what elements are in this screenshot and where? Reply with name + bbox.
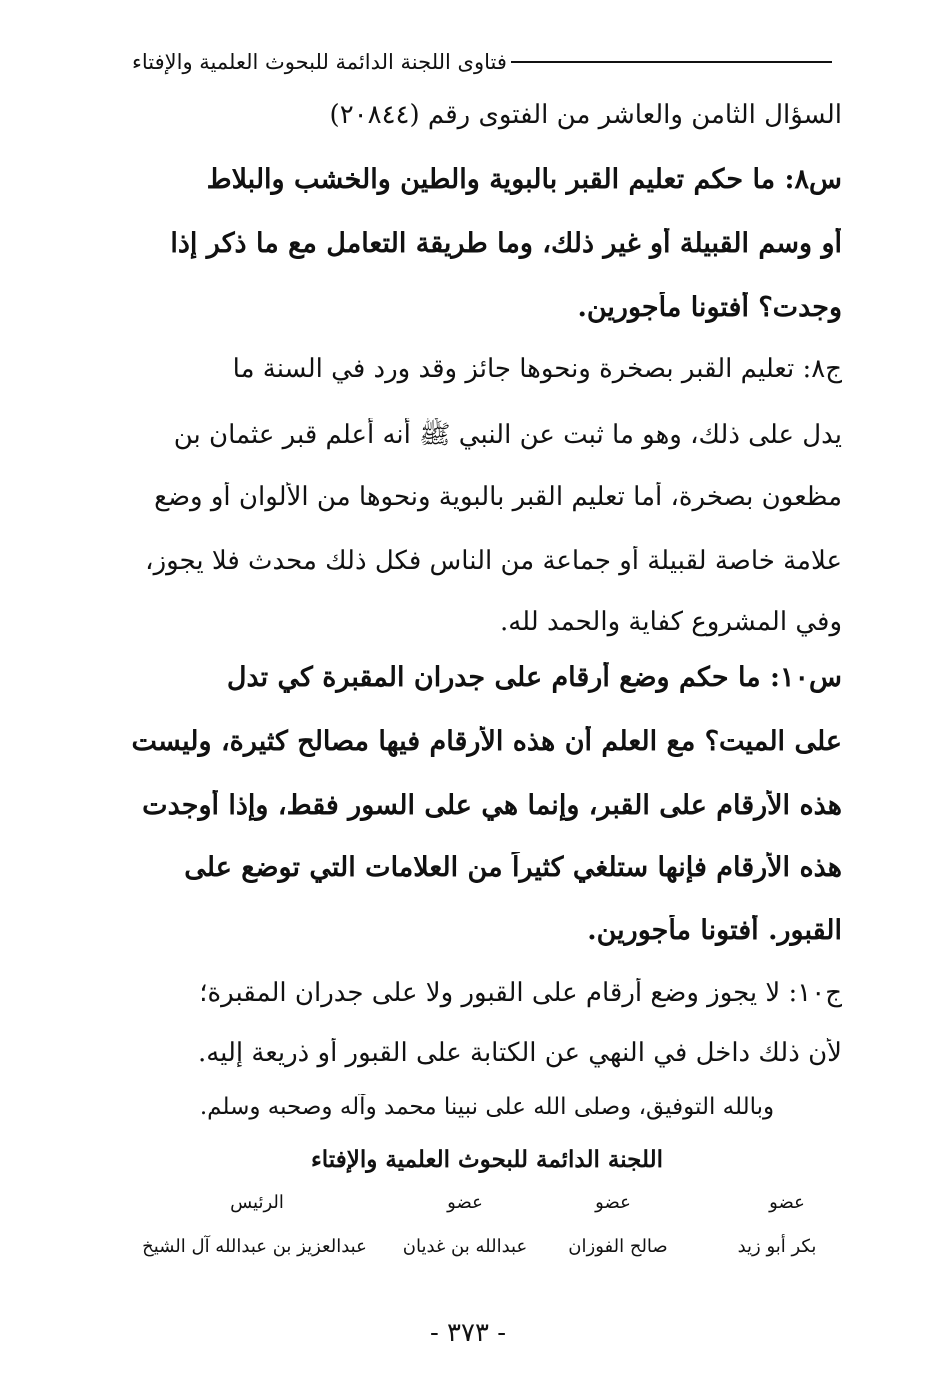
answer-10-line-2: لأن ذلك داخل في النهي عن الكتابة على القبور أو ذريعة إليه. <box>197 1038 842 1068</box>
question-8-line-3: وجدت؟ أفتونا مأجورين. <box>577 292 842 323</box>
answer-8-line-3: مظعون بصخرة، أما تعليم القبر بالبوية ونحوها من الألوان أو وضع <box>154 482 842 512</box>
answer-8-line-5: وفي المشروع كفاية والحمد لله. <box>499 607 842 637</box>
question-8-line-1: س٨: ما حكم تعليم القبر بالبوية والطين والخشب والبلاط <box>206 164 842 195</box>
header-rule <box>511 61 832 63</box>
signatory-name-3: عبدالله بن غديان <box>402 1236 528 1257</box>
question-8-line-2: أو وسم القبيلة أو غير ذلك، وما طريقة التعامل مع ما ذكر إذا <box>170 228 842 259</box>
closing-line: وبالله التوفيق، وصلى الله على نبينا محمد وآله وصحبه وسلم. <box>199 1094 775 1120</box>
committee-name: اللجنة الدائمة للبحوث العلمية والإفتاء <box>310 1146 664 1173</box>
question-10-line-3: هذه الأرقام على القبر، وإنما هي على السور فقط، وإذا أوجدت <box>142 790 842 821</box>
answer-8-line-4: علامة خاصة لقبيلة أو جماعة من الناس فكل ذلك محدث فلا يجوز، <box>145 546 842 576</box>
answer-8-line-2: يدل على ذلك، وهو ما ثبت عن النبي ﷺ أنه أعلم قبر عثمان بن <box>173 420 842 450</box>
fatwa-intro: السؤال الثامن والعاشر من الفتوى رقم (٢٠٨٤٤) <box>329 100 842 130</box>
signatory-role-3: عضو <box>447 1192 483 1213</box>
answer-8-line-1: ج٨: تعليم القبر بصخرة ونحوها جائز وقد ورد في السنة ما <box>232 354 842 384</box>
answer-10-line-1: ج١٠: لا يجوز وضع أرقام على القبور ولا على جدران المقبرة؛ <box>199 978 842 1008</box>
running-header <box>132 42 842 82</box>
signatory-role-2: عضو <box>595 1192 631 1213</box>
question-10-line-4: هذه الأرقام فإنها ستلغي كثيراً من العلامات التي توضع على <box>184 852 842 883</box>
signatory-name-1: بكر أبو زيد <box>737 1236 817 1257</box>
page-number: - ٣٧٣ - <box>429 1318 507 1348</box>
question-10-line-1: س١٠: ما حكم وضع أرقام على جدران المقبرة كي تدل <box>226 662 842 693</box>
signatory-name-2: صالح الفوزان <box>568 1236 668 1257</box>
question-10-line-5: القبور. أفتونا مأجورين. <box>587 915 842 946</box>
signatory-role-1: عضو <box>769 1192 805 1213</box>
signatory-role-4: الرئيس <box>230 1192 284 1213</box>
question-10-line-2: على الميت؟ مع العلم أن هذه الأرقام فيها مصالح كثيرة، وليست <box>132 726 842 757</box>
header-title: فتاوى اللجنة الدائمة للبحوث العلمية والإفتاء <box>132 50 507 74</box>
signatory-name-4: عبدالعزيز بن عبدالله آل الشيخ <box>142 1236 367 1257</box>
